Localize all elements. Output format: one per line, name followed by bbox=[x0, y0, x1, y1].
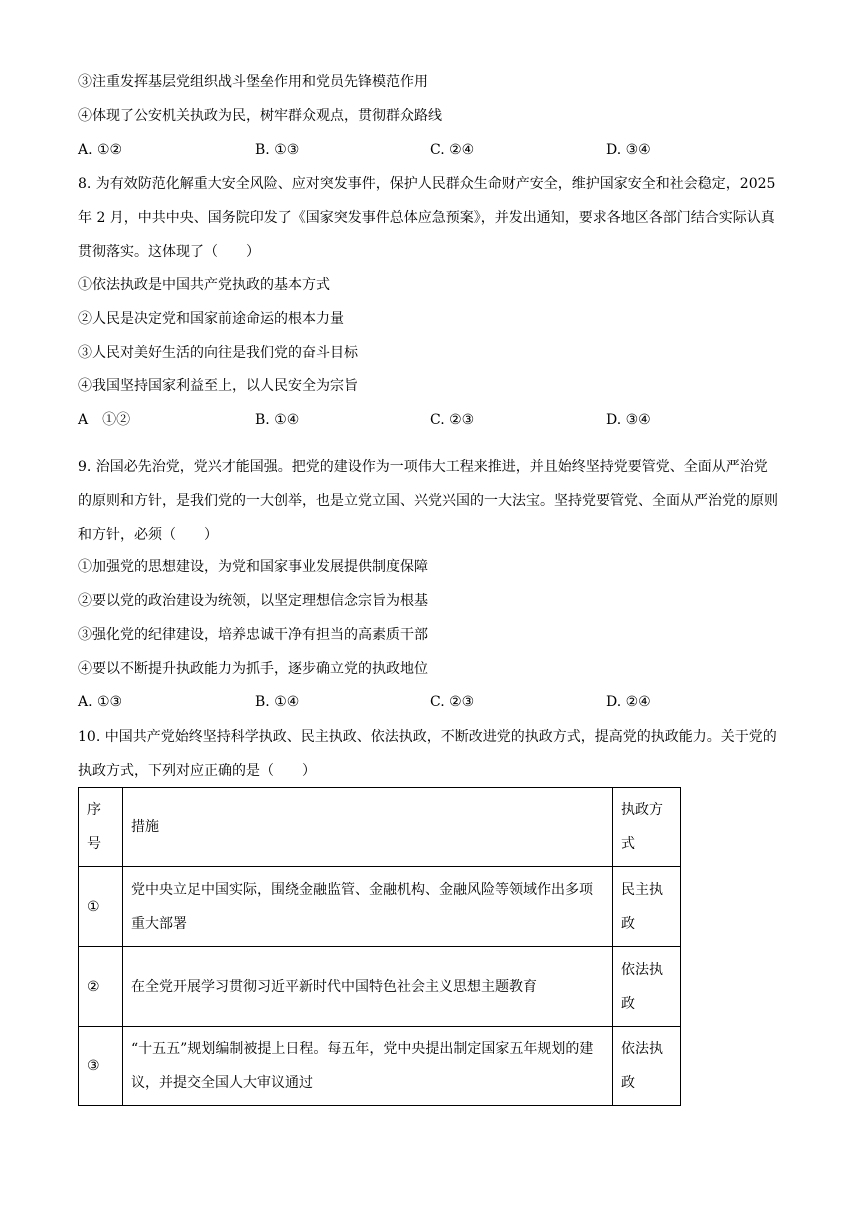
q10-table bbox=[78, 787, 681, 1106]
q8-options bbox=[78, 410, 778, 430]
row-measure: 党中央立足中国实际，围绕金融监管、金融机构、金融风险等领域作出多项重大部署 bbox=[123, 867, 613, 947]
q8-statement-1: ①依法执政是中国共产党执政的基本方式 bbox=[78, 277, 330, 293]
q7-option-a: A. ①② bbox=[78, 142, 123, 158]
row-number: ② bbox=[79, 947, 123, 1027]
q9-options bbox=[78, 692, 778, 712]
q9-statement-2: ②要以党的政治建设为统领，以坚定理想信念宗旨为根基 bbox=[78, 593, 428, 609]
row-measure: 在全党开展学习贯彻习近平新时代中国特色社会主义思想主题教育 bbox=[123, 947, 613, 1027]
row-measure: “十五五”规划编制被提上日程。每五年，党中央提出制定国家五年规划的建议，并提交全国人大审议通过 bbox=[123, 1027, 613, 1106]
row-number: ① bbox=[79, 867, 123, 947]
q8-stem: 8. 为有效防范化解重大安全风险、应对突发事件，保护人民群众生命财产安全，维护国家安全和社会稳定，2025 年 2 月，中共中央、国务院印发了《国家突发事件总体应急预案》，并发出通知，要求各地区各部门结合实际认真贯彻落实。这体现了（ ） bbox=[78, 176, 776, 260]
row-number: ③ bbox=[79, 1027, 123, 1106]
q9-option-a: A. ①③ bbox=[78, 694, 123, 710]
q8-statement-3: ③人民对美好生活的向往是我们党的奋斗目标 bbox=[78, 345, 358, 361]
q9-option-d: D. ②④ bbox=[606, 694, 651, 710]
row-governance-mode: 依法执政 bbox=[613, 1027, 681, 1106]
row-governance-mode: 依法执政 bbox=[613, 947, 681, 1027]
table-row bbox=[79, 867, 681, 947]
q7-statement-3: ③注重发挥基层党组织战斗堡垒作用和党员先锋模范作用 bbox=[78, 74, 428, 90]
q7-options bbox=[78, 140, 778, 160]
q9-statement-1: ①加强党的思想建设，为党和国家事业发展提供制度保障 bbox=[78, 559, 428, 575]
header-number: 序号 bbox=[79, 788, 123, 867]
q7-statement-4: ④体现了公安机关执政为民，树牢群众观点，贯彻群众路线 bbox=[78, 108, 442, 124]
q9-statement-3: ③强化党的纪律建设，培养忠诚干净有担当的高素质干部 bbox=[78, 627, 428, 643]
q9-stem: 9. 治国必先治党，党兴才能国强。把党的建设作为一项伟大工程来推进，并且始终坚持党要管党、全面从严治党的原则和方针，是我们党的一大创举，也是立党立国、兴党兴国的一大法宝。坚持党要管党、全面从严治党的原则和方针，必须（ ） bbox=[78, 459, 778, 543]
header-governance-mode: 执政方式 bbox=[613, 788, 681, 867]
q7-option-c: C. ②④ bbox=[430, 142, 475, 158]
q9-option-b: B. ①④ bbox=[255, 694, 300, 710]
table-row bbox=[79, 1027, 681, 1106]
q8-statement-4: ④我国坚持国家利益至上，以人民安全为宗旨 bbox=[78, 378, 358, 394]
q7-option-b: B. ①③ bbox=[255, 142, 300, 158]
q10-stem: 10. 中国共产党始终坚持科学执政、民主执政、依法执政，不断改进党的执政方式，提高党的执政能力。关于党的执政方式，下列对应正确的是（ ） bbox=[78, 729, 777, 779]
q8-option-a: A ①② bbox=[78, 412, 131, 428]
q7-option-d: D. ③④ bbox=[606, 142, 651, 158]
table-row bbox=[79, 947, 681, 1027]
row-governance-mode: 民主执政 bbox=[613, 867, 681, 947]
q9-statement-4: ④要以不断提升执政能力为抓手，逐步确立党的执政地位 bbox=[78, 661, 428, 677]
q9-option-c: C. ②③ bbox=[430, 694, 475, 710]
q8-statement-2: ②人民是决定党和国家前途命运的根本力量 bbox=[78, 311, 344, 327]
q8-option-b: B. ①④ bbox=[255, 412, 300, 428]
q8-option-c: C. ②③ bbox=[430, 412, 475, 428]
header-measure: 措施 bbox=[123, 788, 613, 867]
table-header-row bbox=[79, 788, 681, 867]
q8-option-d: D. ③④ bbox=[606, 412, 651, 428]
